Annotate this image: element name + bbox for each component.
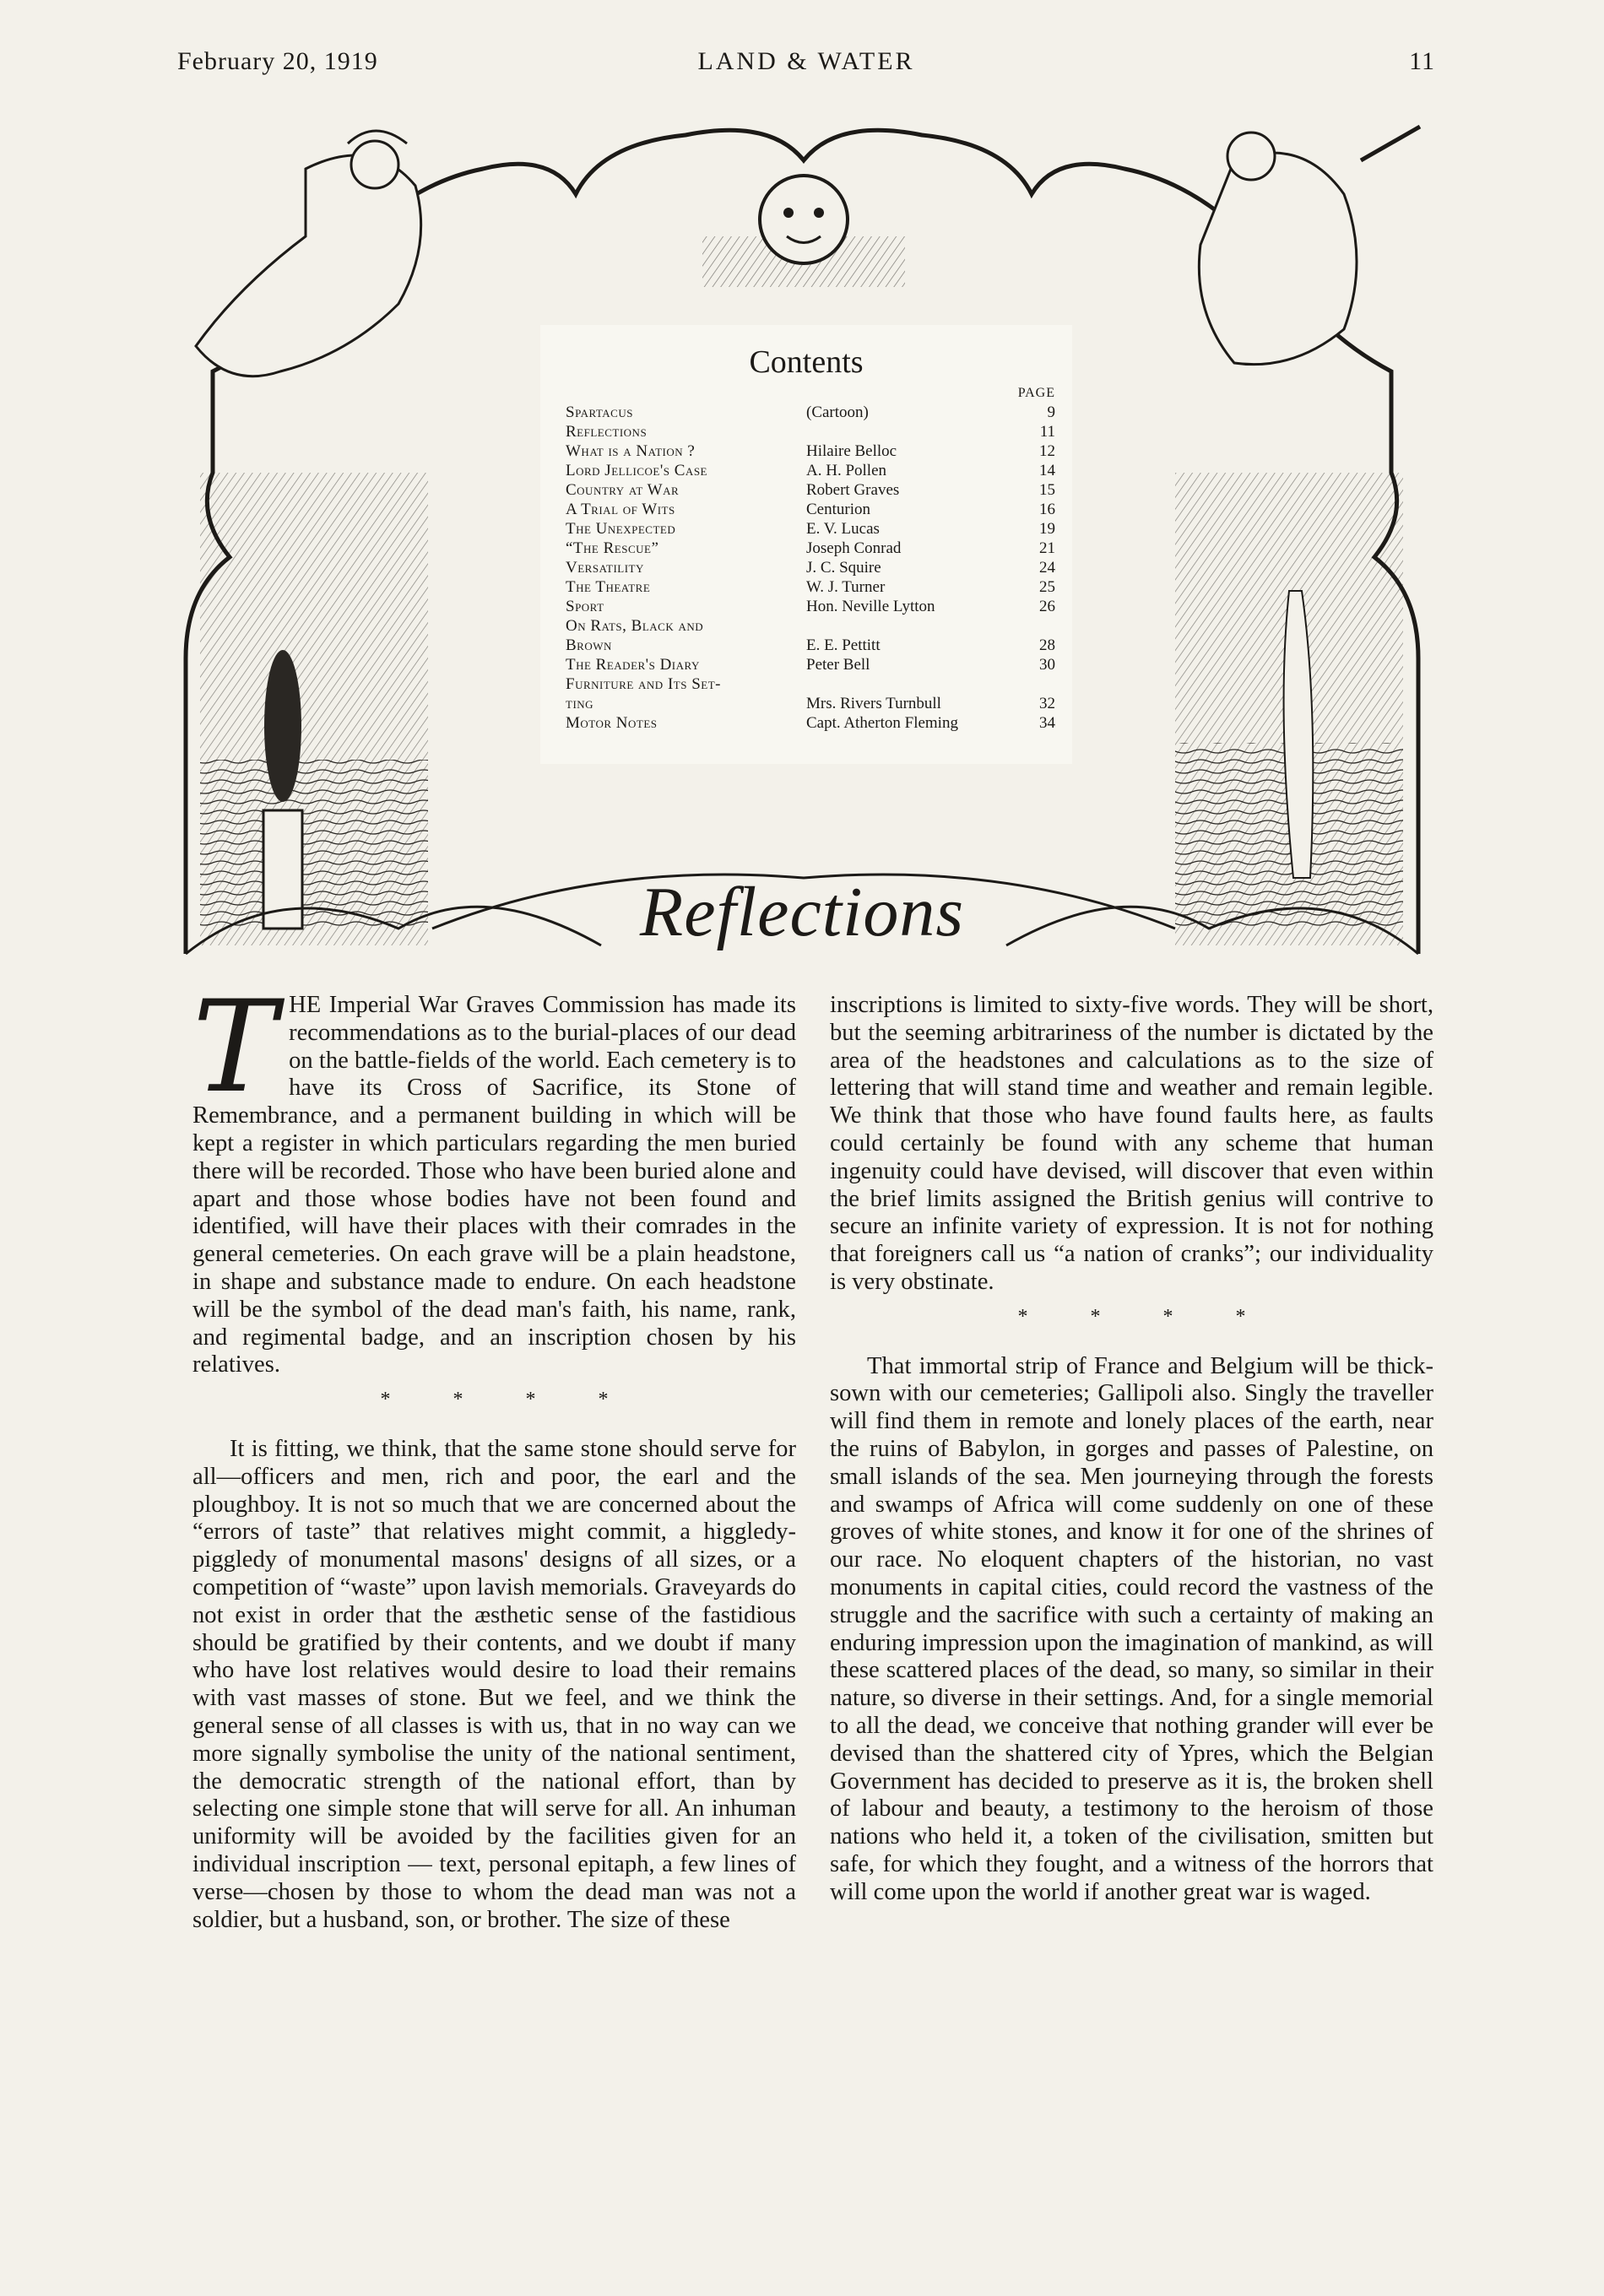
contents-entry [566,519,1055,539]
contents-entry-page: 24 [1039,559,1055,577]
contents-entry-page: 21 [1039,539,1055,557]
contents-entry-page: 32 [1039,695,1055,712]
contents-heading: Contents [749,344,864,380]
contents-entry [566,597,1055,616]
contents-entry-title: Versatility [566,559,644,577]
contents-entry [566,403,1055,422]
contents-entry-author: W. J. Turner [806,578,886,596]
contents-entry [566,500,1055,519]
paragraph-4: That immortal strip of France and Belgium will be thick-sown with our cemeteries; Gallipoli also. Singly the traveller will find them in remote and lonely places of the earth, near the ruins of Babylon, in gorges and passes of Palestine, on small islands of the sea. Men journeying through the forests and swamps of Africa will come suddenly on one of these groves of white stones, and know it for one of the shrines of our race. No eloquent chapters of the historian, no vast monuments in capital cities, could record the vastness of the struggle and the sacrifice with such a certainty of making an enduring impression upon the imagination of mankind, as will these scattered places of the dead, so many, so similar in their nature, so diverse in their settings. And, for a single memorial to all the dead, we conceive that nothing grander will ever be devised than the shattered city of Ypres, which the Belgian Government has decided to preserve as it is, the broken shell of labour and beauty, a testimony to the heroism of those nations who held it, a token of the civilisation, smitten but safe, for which they fought, and a witness of the horrors that will come upon the world if another great war is waged. [830,1352,1433,1905]
article-title: Reflections [639,873,965,951]
contents-entry-page: 11 [1039,423,1055,441]
contents-entry [566,636,1055,655]
contents-entry [566,577,1055,597]
contents-panel [540,325,1072,764]
contents-entry-title: The Reader's Diary [566,656,700,674]
contents-entry-title: What is a Nation ? [566,442,696,460]
contents-entry-page: 12 [1039,442,1055,460]
paragraph-3: inscriptions is limited to sixty-five words. They will be short, but the seeming arbitrariness of the number is dictated by the area of the headstones and calculations as to the size of lettering that will stand time and weather and remain legible. We think that those who have found faults here, as faults could certainly be found with any scheme that human ingenuity could have devised, will discover that even within the brief limits assigned the British genius will contrive to secure an infinite variety of expression. It is not for nothing that foreigners call us “a nation of cranks”; our individuality is very obstinate. [830,992,1433,1295]
page-column-label: PAGE [1017,386,1055,400]
contents-entry-title: On Rats, Black and [566,617,704,635]
contents-entry-title: The Theatre [566,578,651,596]
contents-entry [566,713,1055,733]
paragraph-1: THE Imperial War Graves Commission has made its recommendations as to the burial-places of our dead on the battle-fields of the world. Each cemetery is to have its Cross of Sacrifice, its Stone of Remembrance, and a permanent building in which will be kept a register in which particulars regarding the men buried there will be recorded. Those who have been buried alone and apart and those whose bodies have not been found and identified, will have their places with their comrades in the general cemeteries. On each grave will be a plain headstone, in shape and substance made to endure. On each headstone will be the symbol of the dead man's faith, his name, rank, and regimental badge, and an inscription chosen by his relatives. [192,974,796,1378]
contents-entry-title: Furniture and Its Set- [566,675,721,693]
contents-entry-page: 15 [1039,481,1055,499]
contents-entry-author: J. C. Squire [806,559,881,577]
contents-entry-page: 30 [1039,656,1055,674]
contents-entry [566,694,1055,713]
contents-entry-page: 28 [1039,636,1055,654]
contents-entry [566,480,1055,500]
contents-entry-author: Centurion [806,501,870,518]
contents-entry [566,461,1055,480]
contents-entry-title: Reflections [566,423,648,441]
contents-entry-author [806,616,1030,636]
contents-entry-page [1030,674,1055,694]
contents-entry-author: Joseph Conrad [806,539,902,557]
drop-cap: T [192,974,278,1121]
running-header [177,47,1435,81]
contents-entry-page: 16 [1039,501,1055,518]
section-separator-2: * * * * [1017,1305,1275,1328]
contents-entry [566,422,1055,441]
contents-entry-title: Brown [566,636,612,654]
contents-entry-title: Motor Notes [566,714,658,732]
article-column-right [830,992,1433,1907]
contents-entry-page: 9 [1047,403,1055,421]
contents-entry-title: Country at War [566,481,680,499]
contents-entry-author [806,422,1030,441]
contents-entry [566,616,1055,636]
contents-entry [566,655,1055,674]
contents-entry-author: Hon. Neville Lytton [806,598,935,615]
page-number: 11 [1409,47,1435,75]
issue-date: February 20, 1919 [177,47,378,75]
article-column-left [192,974,796,1934]
contents-entry-author: A. H. Pollen [806,462,886,479]
contents-entry-page: 14 [1039,462,1055,479]
section-separator: * * * * [380,1389,637,1411]
contents-entry-page [1030,616,1055,636]
contents-entry [566,558,1055,577]
contents-entry-title: ting [566,695,594,712]
contents-entry [566,441,1055,461]
contents-entry-title: Spartacus [566,403,633,421]
contents-entry-author: (Cartoon) [806,403,869,421]
contents-entry-title: Sport [566,598,604,615]
contents-entry-author: E. V. Lucas [806,520,880,538]
contents-entry-page: 19 [1039,520,1055,538]
contents-entry-title: “The Rescue” [566,539,659,557]
contents-entry-title: The Unexpected [566,520,676,538]
contents-entry-page: 26 [1039,598,1055,615]
magazine-title: LAND & WATER [697,47,915,75]
paragraph-2: It is fitting, we think, that the same stone should serve for all—officers and men, rich and poor, the earl and the ploughboy. It is not so much that we are concerned about the “errors of taste” that relatives might commit, a higgledy-piggledy of monumental masons' designs of all sizes, or a competition of “waste” upon lavish memorials. Graveyards do not exist in order that the æsthetic sense of the fastidious should be gratified by their contents, and we doubt if many who have lost relatives would desire to load their remains with vast masses of stone. But we feel, and we think the general sense of all classes is with us, that in no way can we more signally symbolise the unity of the national sentiment, the democratic strength of the national effort, than by selecting one simple stone that will serve for all. An inhuman uniformity will be avoided by the facilities given for an individual inscription — text, personal epitaph, a few lines of verse—chosen by those to whom the dead man was not a soldier, but a husband, son, or brother. The size of these [192,1435,796,1933]
contents-entry [566,674,1055,694]
contents-entry-title: A Trial of Wits [566,501,675,518]
contents-entry-author: Capt. Atherton Fleming [806,714,958,732]
contents-entry-author: Peter Bell [806,656,870,674]
contents-entry [566,539,1055,558]
contents-entry-author: Robert Graves [806,481,900,499]
contents-entry-author [806,674,1030,694]
contents-entry-author: E. E. Pettitt [806,636,881,654]
contents-entry-title: Lord Jellicoe's Case [566,462,707,479]
contents-entry-author: Hilaire Belloc [806,442,897,460]
contents-list [566,403,1055,733]
contents-entry-page: 34 [1039,714,1055,732]
contents-entry-author: Mrs. Rivers Turnbull [806,695,941,712]
contents-entry-page: 25 [1039,578,1055,596]
